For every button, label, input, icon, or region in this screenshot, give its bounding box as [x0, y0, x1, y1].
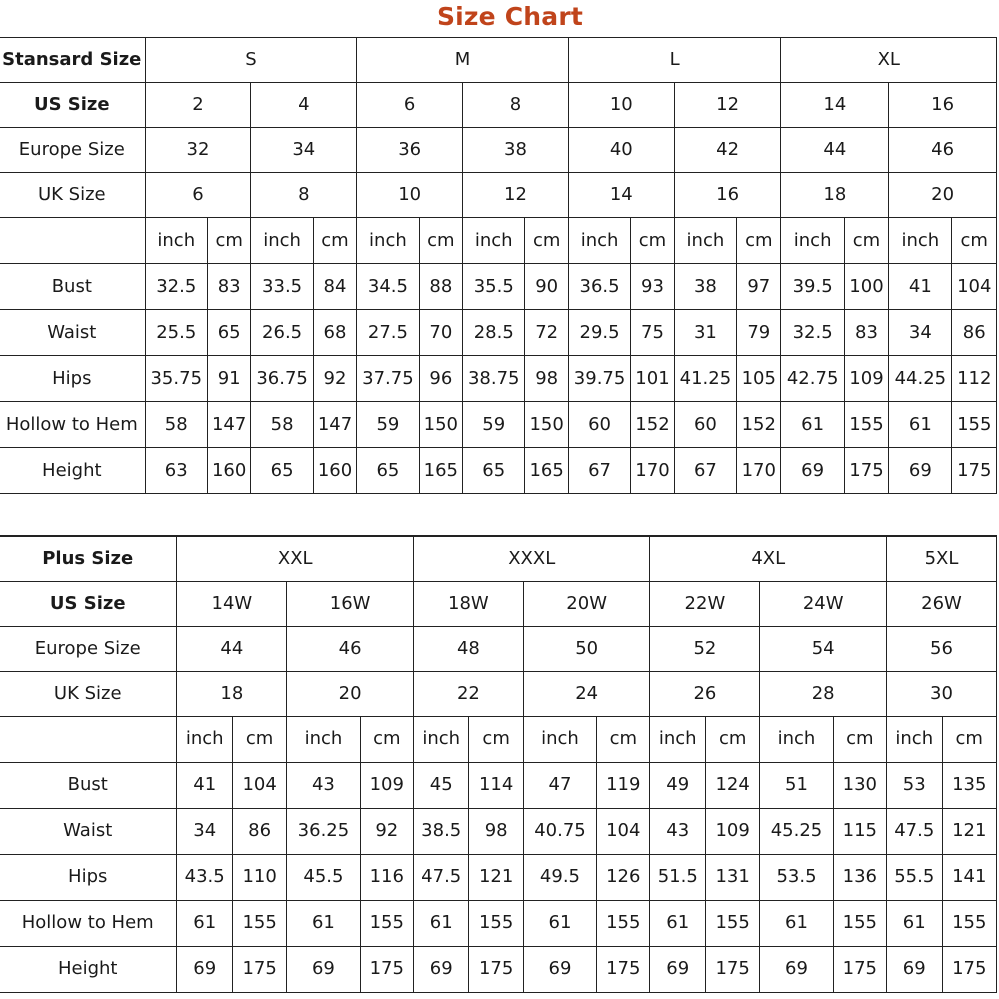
- inch-value: 36.5: [568, 264, 630, 310]
- europe-size-cell: 52: [650, 626, 760, 671]
- us-size-label: US Size: [0, 581, 177, 626]
- size-group-s: S: [145, 38, 357, 83]
- cm-value: 104: [232, 762, 286, 808]
- inch-value: 39.5: [781, 264, 844, 310]
- inch-value: 47.5: [413, 854, 469, 900]
- inch-value: 69: [413, 946, 469, 992]
- inch-value: 45.25: [760, 808, 833, 854]
- inch-value: 65: [357, 448, 419, 494]
- cm-value: 83: [207, 264, 250, 310]
- uk-size-cell: 18: [781, 173, 889, 218]
- cm-value: 65: [207, 310, 250, 356]
- inch-value: 40.75: [523, 808, 596, 854]
- unit-inch: inch: [650, 716, 706, 762]
- inch-value: 43: [650, 808, 706, 854]
- unit-inch: inch: [568, 218, 630, 264]
- unit-cm: cm: [631, 218, 674, 264]
- inch-value: 47.5: [887, 808, 943, 854]
- inch-value: 59: [357, 402, 419, 448]
- inch-value: 61: [889, 402, 952, 448]
- cm-value: 86: [952, 310, 997, 356]
- europe-size-cell: 42: [674, 128, 781, 173]
- inch-value: 61: [650, 900, 706, 946]
- cm-value: 92: [313, 356, 356, 402]
- cm-value: 124: [705, 762, 759, 808]
- us-size-cell: 8: [463, 83, 569, 128]
- cm-value: 155: [942, 900, 997, 946]
- cm-value: 135: [942, 762, 997, 808]
- cm-value: 104: [952, 264, 997, 310]
- inch-value: 33.5: [251, 264, 313, 310]
- inch-value: 32.5: [145, 264, 207, 310]
- us-size-cell: 12: [674, 83, 781, 128]
- uk-size-cell: 6: [145, 173, 251, 218]
- standard-measurements: [0, 264, 997, 494]
- cm-value: 141: [942, 854, 997, 900]
- unit-cm: cm: [705, 716, 759, 762]
- us-size-cell: 18W: [413, 581, 523, 626]
- cm-value: 130: [833, 762, 886, 808]
- cm-value: 165: [525, 448, 568, 494]
- unit-inch: inch: [781, 218, 844, 264]
- cm-value: 175: [844, 448, 888, 494]
- cm-value: 75: [631, 310, 674, 356]
- cm-value: 150: [525, 402, 568, 448]
- cm-value: 175: [942, 946, 997, 992]
- inch-value: 61: [177, 900, 233, 946]
- europe-size-cell: 36: [357, 128, 463, 173]
- us-size-cell: 20W: [523, 581, 650, 626]
- us-size-cell: 6: [357, 83, 463, 128]
- cm-value: 126: [597, 854, 650, 900]
- size-group-row: [0, 38, 997, 83]
- inch-value: 29.5: [568, 310, 630, 356]
- inch-value: 34: [889, 310, 952, 356]
- uk-size-cell: 28: [760, 671, 887, 716]
- inch-value: 47: [523, 762, 596, 808]
- cm-value: 98: [469, 808, 523, 854]
- cm-value: 152: [631, 402, 674, 448]
- measurement-row: [0, 900, 997, 946]
- cm-value: 155: [360, 900, 413, 946]
- inch-value: 69: [650, 946, 706, 992]
- size-group-m: M: [357, 38, 569, 83]
- europe-size-cell: 54: [760, 626, 887, 671]
- cm-value: 175: [597, 946, 650, 992]
- measurement-label: Hollow to Hem: [0, 402, 145, 448]
- inch-value: 36.75: [251, 356, 313, 402]
- inch-value: 34: [177, 808, 233, 854]
- unit-cm: cm: [232, 716, 286, 762]
- europe-size-cell: 44: [177, 626, 287, 671]
- unit-row: [0, 218, 997, 264]
- uk-size-cell: 14: [568, 173, 674, 218]
- inch-value: 67: [674, 448, 736, 494]
- cm-value: 147: [313, 402, 356, 448]
- inch-value: 25.5: [145, 310, 207, 356]
- cm-value: 109: [844, 356, 888, 402]
- unit-cm: cm: [942, 716, 997, 762]
- measurement-label: Waist: [0, 310, 145, 356]
- cm-value: 104: [597, 808, 650, 854]
- cm-value: 101: [631, 356, 674, 402]
- measurement-row: [0, 808, 997, 854]
- inch-value: 41: [177, 762, 233, 808]
- us-size-cell: 14W: [177, 581, 287, 626]
- us-size-cell: 2: [145, 83, 251, 128]
- uk-size-cell: 22: [413, 671, 523, 716]
- unit-inch: inch: [523, 716, 596, 762]
- cm-value: 86: [232, 808, 286, 854]
- cm-value: 155: [952, 402, 997, 448]
- inch-value: 35.5: [463, 264, 525, 310]
- cm-value: 152: [737, 402, 781, 448]
- uk-size-cell: 18: [177, 671, 287, 716]
- measurement-row: [0, 946, 997, 992]
- us-size-cell: 16: [889, 83, 997, 128]
- europe-size-cell: 46: [889, 128, 997, 173]
- inch-value: 41.25: [674, 356, 736, 402]
- unit-cm: cm: [360, 716, 413, 762]
- cm-value: 175: [705, 946, 759, 992]
- uk-size-cell: 8: [251, 173, 357, 218]
- cm-value: 91: [207, 356, 250, 402]
- cm-value: 88: [419, 264, 462, 310]
- empty-cell: [0, 716, 177, 762]
- unit-cm: cm: [833, 716, 886, 762]
- unit-row: [0, 716, 997, 762]
- measurement-label: Hollow to Hem: [0, 900, 177, 946]
- cm-value: 96: [419, 356, 462, 402]
- cm-value: 109: [360, 762, 413, 808]
- cm-value: 147: [207, 402, 250, 448]
- cm-value: 72: [525, 310, 568, 356]
- us-size-label: US Size: [0, 83, 145, 128]
- inch-value: 61: [760, 900, 833, 946]
- inch-value: 58: [251, 402, 313, 448]
- measurement-row: [0, 264, 997, 310]
- unit-cm: cm: [844, 218, 888, 264]
- cm-value: 155: [833, 900, 886, 946]
- unit-inch: inch: [413, 716, 469, 762]
- measurement-row: [0, 854, 997, 900]
- inch-value: 58: [145, 402, 207, 448]
- measurement-row: [0, 762, 997, 808]
- inch-value: 37.75: [357, 356, 419, 402]
- cm-value: 155: [705, 900, 759, 946]
- inch-value: 60: [674, 402, 736, 448]
- size-group-5xl: 5XL: [887, 536, 997, 581]
- measurement-label: Waist: [0, 808, 177, 854]
- inch-value: 43: [287, 762, 360, 808]
- europe-size-label: Europe Size: [0, 128, 145, 173]
- inch-value: 63: [145, 448, 207, 494]
- inch-value: 55.5: [887, 854, 943, 900]
- inch-value: 65: [463, 448, 525, 494]
- inch-value: 38.75: [463, 356, 525, 402]
- empty-cell: [0, 218, 145, 264]
- unit-cm: cm: [469, 716, 523, 762]
- europe-size-row: [0, 128, 997, 173]
- europe-size-cell: 44: [781, 128, 889, 173]
- unit-inch: inch: [357, 218, 419, 264]
- inch-value: 34.5: [357, 264, 419, 310]
- measurement-row: [0, 402, 997, 448]
- cm-value: 119: [597, 762, 650, 808]
- inch-value: 61: [523, 900, 596, 946]
- inch-value: 31: [674, 310, 736, 356]
- inch-value: 69: [781, 448, 844, 494]
- unit-cm: cm: [525, 218, 568, 264]
- unit-cm: cm: [597, 716, 650, 762]
- inch-value: 69: [287, 946, 360, 992]
- measurement-row: [0, 310, 997, 356]
- europe-size-cell: 50: [523, 626, 650, 671]
- us-size-cell: 24W: [760, 581, 887, 626]
- inch-value: 53: [887, 762, 943, 808]
- plus-size-label: Plus Size: [0, 536, 177, 581]
- cm-value: 92: [360, 808, 413, 854]
- measurement-label: Bust: [0, 762, 177, 808]
- cm-value: 84: [313, 264, 356, 310]
- inch-value: 49: [650, 762, 706, 808]
- cm-value: 109: [705, 808, 759, 854]
- standard-size-label: Stansard Size: [0, 38, 145, 83]
- size-group-l: L: [568, 38, 781, 83]
- cm-value: 155: [232, 900, 286, 946]
- inch-value: 42.75: [781, 356, 844, 402]
- cm-value: 79: [737, 310, 781, 356]
- inch-value: 49.5: [523, 854, 596, 900]
- us-size-cell: 10: [568, 83, 674, 128]
- uk-size-row: [0, 671, 997, 716]
- us-size-cell: 16W: [287, 581, 414, 626]
- uk-size-label: UK Size: [0, 671, 177, 716]
- us-size-row: [0, 83, 997, 128]
- europe-size-row: [0, 626, 997, 671]
- us-size-cell: 26W: [887, 581, 997, 626]
- uk-size-cell: 10: [357, 173, 463, 218]
- cm-value: 155: [469, 900, 523, 946]
- cm-value: 175: [360, 946, 413, 992]
- inch-value: 51.5: [650, 854, 706, 900]
- us-size-cell: 22W: [650, 581, 760, 626]
- inch-value: 44.25: [889, 356, 952, 402]
- unit-inch: inch: [760, 716, 833, 762]
- unit-inch: inch: [889, 218, 952, 264]
- cm-value: 121: [942, 808, 997, 854]
- europe-size-label: Europe Size: [0, 626, 177, 671]
- cm-value: 165: [419, 448, 462, 494]
- page-title: Size Chart: [436, 2, 584, 31]
- inch-value: 45: [413, 762, 469, 808]
- inch-value: 69: [177, 946, 233, 992]
- measurement-label: Height: [0, 448, 145, 494]
- size-group-xxl: XXL: [177, 536, 414, 581]
- inch-value: 61: [413, 900, 469, 946]
- size-group-row: [0, 536, 997, 581]
- cm-value: 68: [313, 310, 356, 356]
- cm-value: 170: [631, 448, 674, 494]
- inch-value: 39.75: [568, 356, 630, 402]
- cm-value: 83: [844, 310, 888, 356]
- measurement-label: Hips: [0, 356, 145, 402]
- inch-value: 61: [781, 402, 844, 448]
- cm-value: 155: [844, 402, 888, 448]
- cm-value: 115: [833, 808, 886, 854]
- inch-value: 67: [568, 448, 630, 494]
- cm-value: 116: [360, 854, 413, 900]
- cm-value: 131: [705, 854, 759, 900]
- cm-value: 160: [313, 448, 356, 494]
- us-size-row: [0, 581, 997, 626]
- unit-inch: inch: [887, 716, 943, 762]
- cm-value: 155: [597, 900, 650, 946]
- uk-size-label: UK Size: [0, 173, 145, 218]
- inch-value: 61: [887, 900, 943, 946]
- inch-value: 69: [887, 946, 943, 992]
- standard-size-table: [0, 37, 997, 494]
- cm-value: 121: [469, 854, 523, 900]
- inch-value: 59: [463, 402, 525, 448]
- cm-value: 136: [833, 854, 886, 900]
- uk-size-cell: 24: [523, 671, 650, 716]
- cm-value: 105: [737, 356, 781, 402]
- inch-value: 26.5: [251, 310, 313, 356]
- europe-size-cell: 32: [145, 128, 251, 173]
- measurement-label: Hips: [0, 854, 177, 900]
- size-group-xxxl: XXXL: [413, 536, 650, 581]
- europe-size-cell: 48: [413, 626, 523, 671]
- inch-value: 35.75: [145, 356, 207, 402]
- europe-size-cell: 56: [887, 626, 997, 671]
- inch-value: 38: [674, 264, 736, 310]
- plus-measurements: [0, 762, 997, 992]
- inch-value: 38.5: [413, 808, 469, 854]
- cm-value: 93: [631, 264, 674, 310]
- europe-size-cell: 34: [251, 128, 357, 173]
- cm-value: 175: [469, 946, 523, 992]
- inch-value: 45.5: [287, 854, 360, 900]
- inch-value: 69: [760, 946, 833, 992]
- cm-value: 97: [737, 264, 781, 310]
- us-size-cell: 4: [251, 83, 357, 128]
- europe-size-cell: 40: [568, 128, 674, 173]
- inch-value: 60: [568, 402, 630, 448]
- cm-value: 150: [419, 402, 462, 448]
- cm-value: 114: [469, 762, 523, 808]
- plus-size-table: [0, 535, 997, 993]
- cm-value: 100: [844, 264, 888, 310]
- unit-inch: inch: [145, 218, 207, 264]
- inch-value: 51: [760, 762, 833, 808]
- unit-cm: cm: [207, 218, 250, 264]
- inch-value: 36.25: [287, 808, 360, 854]
- size-group-4xl: 4XL: [650, 536, 887, 581]
- unit-inch: inch: [177, 716, 233, 762]
- unit-inch: inch: [674, 218, 736, 264]
- europe-size-cell: 38: [463, 128, 569, 173]
- inch-value: 43.5: [177, 854, 233, 900]
- unit-inch: inch: [287, 716, 360, 762]
- cm-value: 170: [737, 448, 781, 494]
- inch-value: 28.5: [463, 310, 525, 356]
- unit-inch: inch: [251, 218, 313, 264]
- inch-value: 69: [889, 448, 952, 494]
- cm-value: 175: [232, 946, 286, 992]
- measurement-row: [0, 356, 997, 402]
- us-size-cell: 14: [781, 83, 889, 128]
- uk-size-cell: 26: [650, 671, 760, 716]
- unit-cm: cm: [737, 218, 781, 264]
- measurement-row: [0, 448, 997, 494]
- uk-size-cell: 30: [887, 671, 997, 716]
- cm-value: 160: [207, 448, 250, 494]
- uk-size-cell: 20: [889, 173, 997, 218]
- cm-value: 98: [525, 356, 568, 402]
- uk-size-cell: 12: [463, 173, 569, 218]
- uk-size-cell: 16: [674, 173, 781, 218]
- inch-value: 53.5: [760, 854, 833, 900]
- cm-value: 175: [833, 946, 886, 992]
- europe-size-cell: 46: [287, 626, 414, 671]
- inch-value: 65: [251, 448, 313, 494]
- inch-value: 41: [889, 264, 952, 310]
- cm-value: 175: [952, 448, 997, 494]
- cm-value: 110: [232, 854, 286, 900]
- inch-value: 61: [287, 900, 360, 946]
- inch-value: 27.5: [357, 310, 419, 356]
- size-group-xl: XL: [781, 38, 997, 83]
- measurement-label: Bust: [0, 264, 145, 310]
- uk-size-row: [0, 173, 997, 218]
- unit-cm: cm: [952, 218, 997, 264]
- inch-value: 69: [523, 946, 596, 992]
- inch-value: 32.5: [781, 310, 844, 356]
- unit-inch: inch: [463, 218, 525, 264]
- cm-value: 70: [419, 310, 462, 356]
- unit-cm: cm: [419, 218, 462, 264]
- cm-value: 112: [952, 356, 997, 402]
- measurement-label: Height: [0, 946, 177, 992]
- cm-value: 90: [525, 264, 568, 310]
- unit-cm: cm: [313, 218, 356, 264]
- uk-size-cell: 20: [287, 671, 414, 716]
